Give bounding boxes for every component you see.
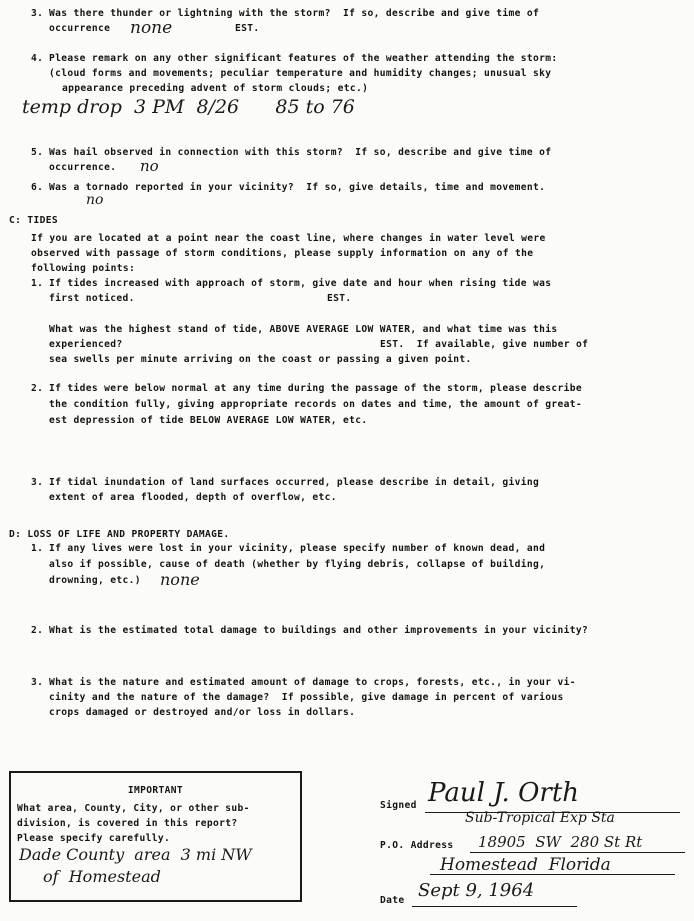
c3-text-line1: If tidal inundation of land surfaces occurred, please describe in detail, giving	[49, 477, 540, 488]
q6-text: Was a tornado reported in your vicinity? If so, give details, time and movement.	[49, 182, 546, 193]
d3-text-line1: What is the nature and estimated amount of damage to crops, forests, etc., in your vi-	[49, 677, 576, 688]
q4-answer[interactable]: temp drop 3 PM 8/26 85 to 76	[22, 96, 355, 118]
q4-number: 4.	[31, 53, 44, 64]
q3-answer[interactable]: none	[130, 18, 173, 38]
q3-est-label: EST.	[235, 23, 260, 34]
c1-text-line4-rest: EST. If available, give number of	[380, 339, 589, 350]
c3-number: 3.	[31, 477, 44, 488]
d1-text-line1: If any lives were lost in your vicinity, please specify number of known dead, and	[49, 543, 546, 554]
section-c-intro-line3: following points:	[31, 263, 136, 274]
d2-number: 2.	[31, 625, 44, 636]
important-title: IMPORTANT	[127, 785, 184, 796]
c1-text-line3: What was the highest stand of tide, ABOVE AVERAGE LOW WATER, and what time was this	[49, 324, 558, 335]
important-text-line3: Please specify carefully.	[17, 833, 171, 844]
section-c-intro-line2: observed with passage of storm conditions, please supply information on any of the	[31, 248, 534, 259]
date-value[interactable]: Sept 9, 1964	[418, 880, 535, 901]
section-c-heading: C: TIDES	[9, 215, 59, 226]
q6-number: 6.	[31, 182, 44, 193]
address-value-line2[interactable]: Homestead Florida	[440, 855, 611, 875]
q3-text: Was there thunder or lightning with the storm? If so, describe and give time of	[49, 8, 540, 19]
q5-occurrence-label: occurrence.	[49, 162, 117, 173]
c1-text-line5: sea swells per minute arriving on the coast or passing a given point.	[49, 354, 472, 365]
q4-text-line1: Please remark on any other significant features of the weather attending the storm:	[49, 53, 558, 64]
date-line	[412, 906, 577, 907]
signed-label: Signed	[380, 800, 417, 811]
address-line	[470, 852, 685, 853]
important-answer-line1[interactable]: Dade County area 3 mi NW	[19, 845, 252, 864]
d1-text-line3: drowning, etc.)	[49, 575, 141, 586]
organization-value[interactable]: Sub-Tropical Exp Sta	[465, 810, 615, 826]
c2-text-line3: est depression of tide BELOW AVERAGE LOW WATER, etc.	[49, 415, 368, 426]
d3-text-line3: crops damaged or destroyed and/or loss in dollars.	[49, 707, 356, 718]
q5-number: 5.	[31, 147, 44, 158]
q5-answer[interactable]: no	[140, 157, 159, 175]
c1-text-line4: experienced?	[49, 339, 123, 350]
section-d-heading: D: LOSS OF LIFE AND PROPERTY DAMAGE.	[9, 529, 230, 540]
c2-text-line2: the condition fully, giving appropriate records on dates and time, the amount of great-	[49, 399, 582, 410]
signed-value[interactable]: Paul J. Orth	[428, 778, 580, 808]
c2-text-line1: If tides were below normal at any time during the passage of the storm, please describe	[49, 383, 582, 394]
d1-number: 1.	[31, 543, 44, 554]
c3-text-line2: extent of area flooded, depth of overflow, etc.	[49, 492, 337, 503]
important-answer-line2[interactable]: of Homestead	[43, 867, 161, 886]
d3-number: 3.	[31, 677, 44, 688]
section-c-intro-line1: If you are located at a point near the coast line, where changes in water level were	[31, 233, 546, 244]
q4-text-line2: (cloud forms and movements; peculiar temperature and humidity changes; unusual sky	[49, 68, 552, 79]
address-value-line1[interactable]: 18905 SW 280 St Rt	[478, 833, 643, 851]
d1-text-line2: also if possible, cause of death (whether by flying debris, collapse of building,	[49, 559, 546, 570]
d3-text-line2: cinity and the nature of the damage? If possible, give damage in percent of various	[49, 692, 564, 703]
d1-answer[interactable]: none	[160, 570, 200, 589]
important-text-line2: division, is covered in this report?	[17, 818, 238, 829]
q3-number: 3.	[31, 8, 44, 19]
c1-text-line2: first noticed.	[49, 293, 135, 304]
q3-occurrence-label: occurrence	[49, 23, 111, 34]
c2-number: 2.	[31, 383, 44, 394]
c1-est-label: EST.	[327, 293, 352, 304]
d2-text: What is the estimated total damage to buildings and other improvements in your vicinity?	[49, 625, 589, 636]
date-label: Date	[380, 895, 405, 906]
c1-number: 1.	[31, 278, 44, 289]
q4-text-line3: appearance preceding advent of storm clouds; etc.)	[62, 83, 369, 94]
important-text-line1: What area, County, City, or other sub-	[17, 803, 250, 814]
c1-text-line1: If tides increased with approach of storm, give date and hour when rising tide was	[49, 278, 552, 289]
q5-text: Was hail observed in connection with this storm? If so, describe and give time of	[49, 147, 552, 158]
q6-answer[interactable]: no	[86, 192, 104, 208]
address-label: P.O. Address	[380, 840, 454, 851]
important-box	[9, 771, 302, 902]
